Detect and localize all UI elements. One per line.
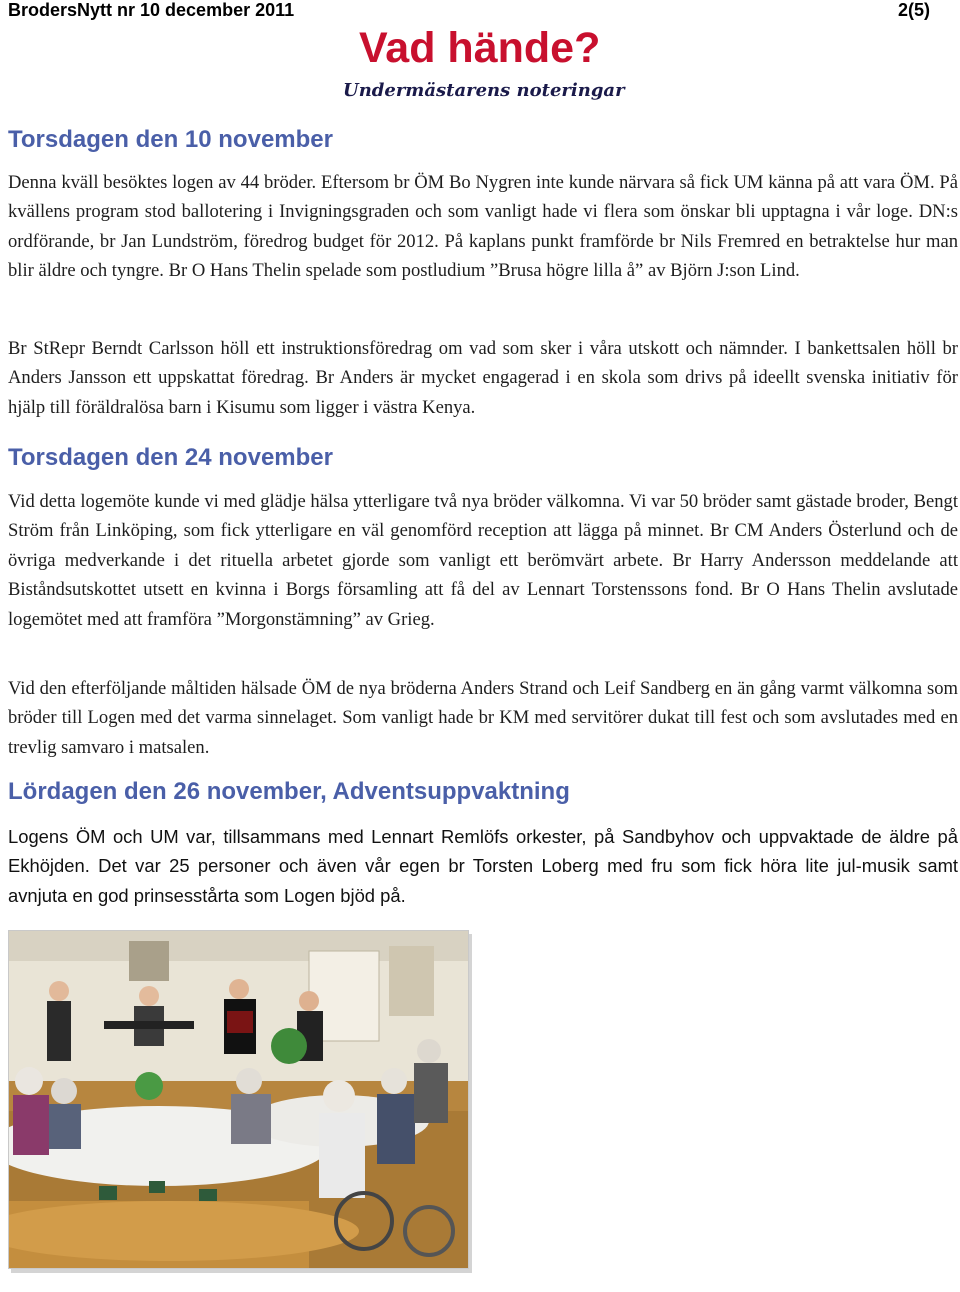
article-subtitle: Undermästarens noteringar xyxy=(343,80,625,101)
paragraph: Vid detta logemöte kunde vi med glädje hälsa ytterligare två nya bröder välkomna. Vi var 50 bröder samt gästade broder, Bengt Ström från Linköping, som fick ytterligare en väl genomförd reception att lägga på minnet. Br CM Anders Österlund och de övriga medverkande i det rituella arbetet gjorde som vanligt ett berömvärt arbete. Br Harry Andersson meddelande att Biståndsutskottet utsett en kvinna i Borgs församling att få del av Lennart Torstenssons fond. Br O Hans Thelin avslutade logemötet med att framföra ”Morgonstämning” av Grieg. xyxy=(8,491,958,630)
running-header xyxy=(8,0,930,22)
publication-title: BrodersNytt nr 10 december 2011 xyxy=(8,0,295,20)
masthead xyxy=(343,24,643,101)
paragraph: Denna kväll besöktes logen av 44 bröder. Eftersom br ÖM Bo Nygren inte kunde närvara så fick UM känna på att vara ÖM. På kvällens program stod ballotering i Invigningsgraden och som vanligt hade vi flera som önskar bli upptagna i vår loge. DN:s ordförande, br Jan Lundström, föredrog budget för 2012. På kaplans punkt framförde br Nils Fremred en betraktelse hur man blir äldre och tyngre. Br O Hans Thelin spelade som postludium ”Brusa högre lilla å” av Björn J:son Lind. xyxy=(8,172,958,282)
paragraph: Br StRepr Berndt Carlsson höll ett instruktionsföredrag om vad som sker i våra utskott och nämnder. I bankettsalen höll br Anders Jansson ett uppskattat föredrag. Br Anders är mycket engagerad i en skola som drivs på ideellt svenska initiativ för hjälp till föräldralösa barn i Kisumu som ligger i västra Kenya. xyxy=(8,338,958,418)
photo-illustration xyxy=(9,931,468,1268)
section-heading-24-november: Torsdagen den 24 november xyxy=(8,444,333,471)
article-title: Vad hände? xyxy=(359,24,601,72)
section-heading-26-november: Lördagen den 26 november, Adventsuppvaktning xyxy=(8,778,570,805)
page-number: 2(5) xyxy=(897,0,930,20)
section-heading-10-november: Torsdagen den 10 november xyxy=(8,126,333,153)
paragraph: Vid den efterföljande måltiden hälsade ÖM de nya bröderna Anders Strand och Leif Sandberg en än gång varmt välkomna som bröder till Logen med det varma sinnelaget. Som vanligt hade br KM med servitörer dukat till fest och som avslutades med en trevlig samvaro i matsalen. xyxy=(8,678,958,758)
event-photo xyxy=(8,930,469,1269)
paragraph: Logens ÖM och UM var, tillsammans med Lennart Remlöfs orkester, på Sandbyhov och uppvaktade de äldre på Ekhöjden. Det var 25 personer och även vår egen br Torsten Loberg med fru som fick höra lite jul-musik samt avnjuta en god prinsesstårta som Logen bjöd på. xyxy=(8,826,958,906)
